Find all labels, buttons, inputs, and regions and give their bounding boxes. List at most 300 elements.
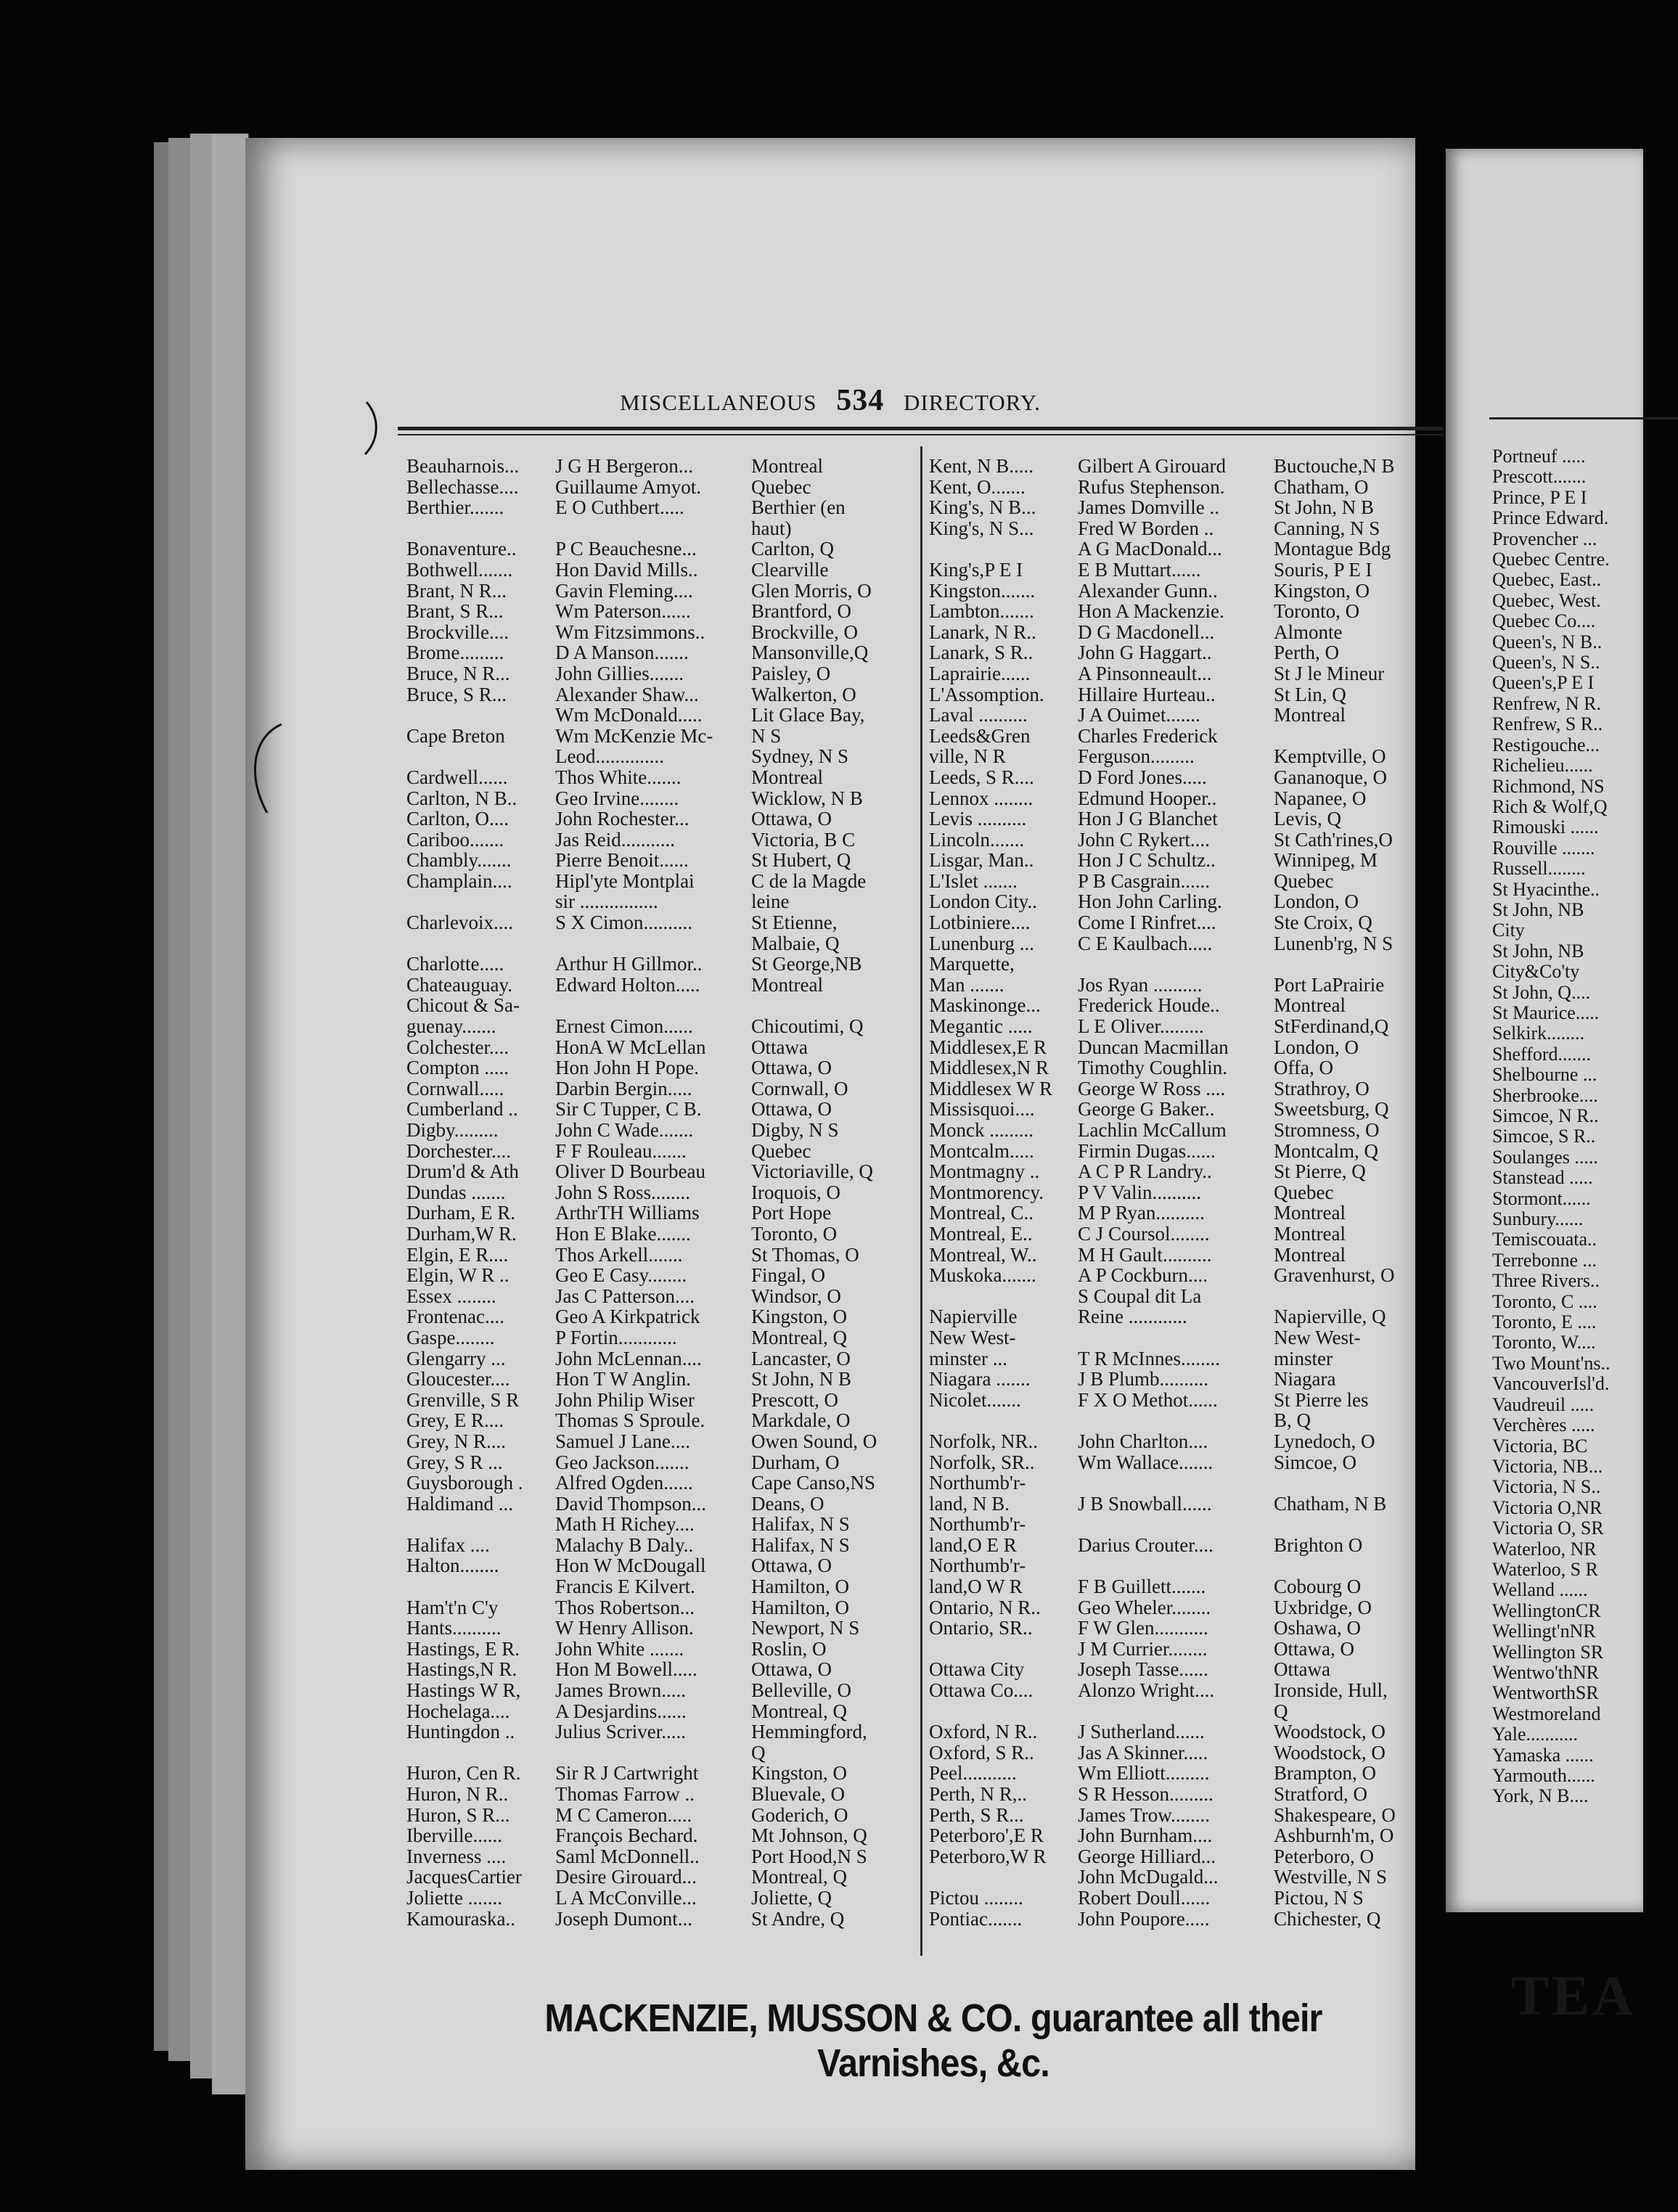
middle-column (929, 456, 1437, 1929)
constituency: Montmorency. (929, 1181, 1044, 1203)
member-name: Wm McDonald..... (555, 704, 703, 726)
directory-entry (929, 1099, 1437, 1120)
facing-column (1492, 446, 1641, 1807)
column-separator (920, 446, 922, 1956)
directory-entry (406, 1141, 914, 1162)
constituency: WellingtonCR (1492, 1599, 1601, 1621)
constituency: Quebec Centre. (1492, 549, 1610, 570)
directory-entry (1492, 591, 1641, 611)
directory-entry (929, 767, 1437, 788)
post-office: St Cath'rines,O (1274, 828, 1393, 851)
post-office: Digby, N S (751, 1119, 839, 1141)
directory-entry (929, 1182, 1437, 1203)
post-office: Souris, P E I (1274, 558, 1372, 581)
post-office: Toronto, O (751, 1222, 838, 1245)
directory-entry (406, 1431, 914, 1452)
member-name: A Desjardins...... (555, 1700, 687, 1722)
member-name: John Gillies....... (555, 662, 684, 684)
member-name: Frederick Houde.. (1078, 994, 1220, 1017)
directory-entry (1492, 1704, 1641, 1724)
directory-entry (406, 891, 914, 912)
constituency: Chambly....... (406, 849, 512, 872)
member-name: P V Valin.......... (1078, 1181, 1202, 1203)
constituency: L'Islet ....... (929, 869, 1018, 892)
post-office: Brampton, O (1274, 1762, 1376, 1785)
constituency: Renfrew, N R. (1492, 692, 1601, 714)
directory-entry (1492, 1601, 1641, 1621)
constituency: Inverness .... (406, 1845, 507, 1867)
post-office: St Pierre, Q (1274, 1160, 1366, 1183)
post-office: Quebec (751, 1139, 811, 1162)
directory-entry (929, 1576, 1437, 1597)
constituency: Perth, S R... (929, 1803, 1024, 1826)
member-name: Lachlin McCallum (1078, 1119, 1227, 1141)
member-name: John G Haggart.. (1078, 642, 1212, 664)
member-name (555, 933, 751, 954)
constituency: WentworthSR (1492, 1682, 1599, 1704)
constituency: Pontiac....... (929, 1907, 1023, 1930)
post-office: Montreal (751, 766, 823, 788)
directory-entry (929, 933, 1437, 954)
constituency: Stormont...... (1492, 1187, 1591, 1209)
post-office: Iroquois, O (751, 1181, 840, 1203)
member-name: Francis E Kilvert. (555, 1576, 695, 1598)
directory-entry (406, 1846, 914, 1867)
constituency (406, 1576, 555, 1597)
member-name: Malachy B Daly.. (555, 1533, 694, 1556)
directory-entry (929, 808, 1437, 830)
post-office: Malbaie, Q (751, 932, 840, 954)
member-name: James Brown..... (555, 1679, 686, 1702)
post-office: St Lin, Q (1274, 683, 1346, 705)
directory-entry (929, 663, 1437, 684)
member-name: Hon E Blake....... (555, 1222, 691, 1245)
post-office: Ashburnh'm, O (1274, 1824, 1394, 1847)
constituency: Toronto, W.... (1492, 1332, 1596, 1353)
member-name: Reine ............ (1078, 1306, 1187, 1328)
member-name: Robert Doull...... (1078, 1886, 1211, 1909)
directory-entry (1492, 529, 1641, 549)
directory-entry (1492, 900, 1641, 920)
constituency: St John, Q.... (1492, 981, 1591, 1003)
constituency (406, 518, 555, 539)
constituency: Grey, N R.... (406, 1430, 506, 1452)
post-office: Westville, N S (1274, 1866, 1388, 1888)
directory-entry (1492, 714, 1641, 734)
post-office: Shakespeare, O (1274, 1803, 1396, 1826)
header-rule-thin (398, 434, 1443, 435)
directory-entry (1492, 508, 1641, 528)
post-office: St John, N B (1274, 496, 1375, 519)
member-name: J M Currier........ (1078, 1637, 1208, 1660)
directory-entry (1492, 1395, 1641, 1415)
constituency: Restigouche... (1492, 734, 1600, 755)
constituency: Dundas ....... (406, 1181, 506, 1203)
member-name: Joseph Dumont... (555, 1907, 692, 1930)
directory-entry (1492, 1168, 1641, 1188)
constituency: Provencher ... (1492, 528, 1597, 549)
member-name: Wm Paterson...... (555, 600, 691, 623)
member-name: Wm Fitzsimmons.. (555, 620, 705, 643)
constituency: Huron, N R.. (406, 1783, 509, 1805)
directory-entry (406, 1763, 914, 1784)
member-name: F X O Methot...... (1078, 1388, 1218, 1411)
constituency: Carlton, O.... (406, 808, 509, 830)
constituency: Queen's,P E I (1492, 672, 1595, 694)
constituency: Richmond, NS (1492, 775, 1605, 797)
directory-entry (406, 497, 914, 518)
page-number: 534 (836, 384, 885, 417)
directory-entry (406, 477, 914, 498)
directory-entry (929, 1597, 1437, 1618)
post-office: Montreal (1274, 1202, 1346, 1224)
member-name: A G MacDonald... (1078, 538, 1222, 560)
member-name: Geo A Kirkpatrick (555, 1306, 700, 1328)
directory-entry (1492, 1663, 1641, 1683)
constituency: Marquette, (929, 953, 1015, 975)
post-office: Peterboro, O (1274, 1845, 1374, 1867)
member-name: Julius Scriver..... (555, 1721, 686, 1743)
constituency: City (1492, 919, 1525, 941)
directory-entry (406, 456, 914, 477)
member-name: Wm Wallace....... (1078, 1451, 1214, 1473)
constituency: Soulanges ..... (1492, 1146, 1598, 1168)
constituency (406, 933, 555, 954)
post-office (1274, 726, 1437, 747)
post-office: St Thomas, O (751, 1243, 859, 1266)
post-office: Montreal (1274, 704, 1346, 726)
directory-entry (1492, 570, 1641, 590)
directory-entry (406, 1057, 914, 1078)
post-office: St J le Mineur (1274, 662, 1385, 684)
constituency: Niagara ....... (929, 1368, 1031, 1390)
constituency: Ontario, SR.. (929, 1617, 1033, 1639)
post-office: Napanee, O (1274, 787, 1367, 809)
post-office: Chatham, N B (1274, 1492, 1387, 1515)
directory-entry (929, 1618, 1437, 1639)
post-office: Montreal, Q (751, 1866, 847, 1888)
member-name: Hon J G Blanchet (1078, 808, 1218, 830)
directory-entry (406, 912, 914, 933)
member-name: W Henry Allison. (555, 1617, 694, 1639)
directory-entry (929, 1701, 1437, 1722)
constituency: Montreal, C.. (929, 1202, 1034, 1224)
member-name: Thomas S Sproule. (555, 1409, 705, 1432)
member-name: Sir C Tupper, C B. (555, 1098, 702, 1121)
member-name: Thos White....... (555, 766, 682, 788)
constituency: land,O E R (929, 1533, 1017, 1556)
directory-entry (929, 1203, 1437, 1224)
post-office: St Hubert, Q (751, 849, 851, 872)
directory-entry (929, 871, 1437, 892)
post-office: Oshawa, O (1274, 1617, 1361, 1639)
constituency: Middlesex W R (929, 1077, 1053, 1099)
constituency: guenay....... (406, 1015, 496, 1038)
page-header (245, 383, 1415, 418)
directory-entry (1492, 1353, 1641, 1374)
post-office: minster (1274, 1347, 1333, 1369)
constituency: Ottawa City (929, 1658, 1025, 1681)
directory-entry (1492, 920, 1641, 941)
member-name: Oliver D Bourbeau (555, 1160, 705, 1183)
constituency: Champlain.... (406, 869, 512, 892)
post-office: Lit Glace Bay, (751, 704, 865, 726)
constituency: Grey, E R.... (406, 1409, 504, 1432)
constituency: Compton ..... (406, 1057, 509, 1079)
post-office: Ottawa, O (751, 1658, 832, 1681)
directory-entry (1492, 1580, 1641, 1600)
directory-entry (929, 1057, 1437, 1078)
constituency: Quebec, East.. (1492, 569, 1602, 591)
directory-entry (406, 995, 914, 1016)
post-office: Kingston, O (1274, 579, 1370, 602)
constituency: Halton........ (406, 1554, 499, 1577)
directory-entry (406, 1348, 914, 1369)
constituency: L'Assomption. (929, 683, 1044, 705)
constituency: Quebec, West. (1492, 589, 1601, 611)
directory-entry (929, 1535, 1437, 1556)
member-name: John McDugald... (1078, 1866, 1219, 1888)
constituency: Simcoe, N R.. (1492, 1105, 1599, 1126)
constituency: Middlesex,E R (929, 1036, 1047, 1058)
constituency: Muskoka....... (929, 1264, 1036, 1287)
member-name: Geo Irvine........ (555, 787, 679, 809)
constituency: Cariboo....... (406, 828, 504, 851)
member-name: Ernest Cimon...... (555, 1015, 693, 1038)
constituency: Joliette ....... (406, 1886, 502, 1909)
facing-header-rule (1489, 417, 1678, 419)
directory-entry (406, 1555, 914, 1576)
constituency: Leeds&Gren (929, 724, 1031, 747)
member-name: C E Kaulbach..... (1078, 932, 1213, 954)
directory-page (245, 138, 1415, 2170)
directory-entry (929, 1120, 1437, 1141)
constituency: Wellingt'nNR (1492, 1621, 1596, 1642)
member-name: A C P R Landry.. (1078, 1160, 1212, 1183)
member-name (555, 1742, 751, 1764)
constituency: Charlevoix.... (406, 912, 513, 934)
constituency: Kent, N B..... (929, 455, 1034, 477)
constituency: land, N B. (929, 1492, 1010, 1515)
constituency: Frontenac.... (406, 1306, 504, 1328)
directory-entry (929, 684, 1437, 705)
member-name: C J Coursol........ (1078, 1222, 1210, 1245)
member-name: Fred W Borden .. (1078, 517, 1214, 539)
post-office: Pictou, N S (1274, 1886, 1364, 1909)
member-name: Alexander Shaw... (555, 683, 699, 705)
post-office: Cape Canso,NS (751, 1472, 875, 1494)
directory-entry (1492, 632, 1641, 652)
directory-entry (406, 1369, 914, 1390)
member-name: Saml McDonnell.. (555, 1845, 700, 1867)
directory-entry (406, 663, 914, 684)
post-office: Simcoe, O (1274, 1451, 1356, 1473)
member-name: L E Oliver......... (1078, 1015, 1204, 1038)
constituency: Huron, Cen R. (406, 1762, 521, 1785)
post-office: Ottawa, O (751, 1554, 832, 1577)
directory-entry (406, 518, 914, 539)
constituency: Ontario, N R.. (929, 1596, 1041, 1618)
member-name (555, 995, 751, 1016)
post-office: Berthier (en (751, 496, 846, 519)
member-name: M P Ryan.......... (1078, 1202, 1205, 1224)
post-office: Lynedoch, O (1274, 1430, 1375, 1452)
post-office: Q (751, 1741, 766, 1764)
directory-entry (1492, 1086, 1641, 1106)
directory-entry (929, 1763, 1437, 1784)
member-name: S Coupal dit La (1078, 1285, 1202, 1307)
directory-entry (406, 1203, 914, 1224)
post-office: Perth, O (1274, 642, 1339, 664)
member-name: J G H Bergeron... (555, 455, 693, 477)
directory-entry (1492, 838, 1641, 859)
constituency: Victoria O, SR (1492, 1517, 1604, 1539)
directory-entry (929, 456, 1437, 477)
member-name: P B Casgrain...... (1078, 869, 1210, 892)
directory-entry (929, 1494, 1437, 1515)
directory-entry (929, 830, 1437, 851)
directory-entry (406, 684, 914, 705)
post-office: Ottawa, O (751, 1098, 832, 1121)
post-office: Kingston, O (751, 1306, 848, 1328)
constituency: Digby......... (406, 1119, 499, 1141)
member-name: John McLennan.... (555, 1347, 702, 1369)
post-office: Strathroy, O (1274, 1077, 1370, 1099)
constituency: Lennox ........ (929, 787, 1034, 809)
directory-entry (1492, 611, 1641, 631)
constituency: Brome......... (406, 642, 504, 664)
constituency: King's, N S... (929, 517, 1034, 539)
constituency: Prince Edward. (1492, 507, 1609, 529)
constituency: Durham, E R. (406, 1202, 515, 1224)
constituency: Berthier....... (406, 496, 504, 519)
directory-entry (929, 705, 1437, 726)
directory-entry (1492, 549, 1641, 570)
directory-entry (1492, 1683, 1641, 1703)
post-office: Lunenb'rg, N S (1274, 932, 1393, 954)
post-office: Montreal (751, 455, 823, 477)
member-name: Sir R J Cartwright (555, 1762, 699, 1785)
constituency (929, 1639, 1078, 1660)
post-office: Hamilton, O (751, 1596, 849, 1618)
constituency: Megantic ..... (929, 1015, 1033, 1038)
directory-entry (406, 808, 914, 830)
constituency: Lanark, S R.. (929, 642, 1034, 664)
post-office: Canning, N S (1274, 517, 1380, 539)
constituency: Northumb'r- (929, 1513, 1026, 1536)
post-office: Kemptville, O (1274, 745, 1386, 768)
directory-entry (406, 1825, 914, 1846)
member-name: S R Hesson......... (1078, 1783, 1214, 1805)
constituency: Verchères ..... (1492, 1414, 1595, 1436)
member-name: Gavin Fleming.... (555, 579, 693, 602)
constituency: Leeds, S R.... (929, 766, 1034, 788)
constituency: VancouverIsl'd. (1492, 1373, 1610, 1395)
directory-entry (929, 1680, 1437, 1701)
constituency: Victoria O,NR (1492, 1496, 1603, 1518)
constituency: Beauharnois... (406, 455, 520, 477)
constituency: Haldimand ... (406, 1492, 513, 1515)
directory-entry (1492, 1724, 1641, 1745)
directory-entry (929, 1286, 1437, 1307)
directory-entry (1492, 1271, 1641, 1291)
directory-entry (929, 1369, 1437, 1390)
directory-entry (1492, 797, 1641, 817)
constituency: Cape Breton (406, 724, 505, 747)
constituency (929, 538, 1078, 560)
constituency: London City.. (929, 890, 1038, 913)
member-name: Alexander Gunn.. (1078, 579, 1218, 602)
member-name: E B Muttart...... (1078, 558, 1201, 581)
post-office: Montreal, Q (751, 1700, 847, 1722)
directory-entry (406, 1306, 914, 1327)
constituency: Sherbrooke.... (1492, 1084, 1598, 1106)
facing-page (1446, 149, 1643, 2027)
directory-entry (406, 1286, 914, 1307)
member-name: Firmin Dugas...... (1078, 1139, 1216, 1162)
member-name: Math H Richey.... (555, 1513, 695, 1536)
member-name: Geo Jackson....... (555, 1451, 689, 1473)
post-office: Bluevale, O (751, 1783, 845, 1805)
directory-entry (406, 746, 914, 767)
directory-entry (406, 560, 914, 581)
post-office: Montreal, Q (751, 1326, 847, 1348)
constituency: Kingston....... (929, 579, 1036, 602)
post-office: Toronto, O (1274, 600, 1360, 623)
member-name: Charles Frederick (1078, 724, 1218, 747)
directory-entry (406, 767, 914, 788)
directory-entry (406, 1099, 914, 1120)
member-name: F F Rouleau....... (555, 1139, 687, 1162)
member-name: Hon A Mackenzie. (1078, 600, 1224, 623)
constituency: Wellington SR (1492, 1641, 1604, 1663)
member-name: Alonzo Wright.... (1078, 1679, 1215, 1702)
post-office: Gravenhurst, O (1274, 1264, 1395, 1287)
constituency: Yarmouth...... (1492, 1765, 1595, 1786)
directory-entry (1492, 1250, 1641, 1271)
post-office: New West- (1274, 1326, 1361, 1348)
member-name: Duncan Macmillan (1078, 1036, 1229, 1058)
post-office: St Etienne, (751, 912, 838, 934)
constituency: Hastings,N R. (406, 1658, 517, 1681)
post-office: Fingal, O (751, 1264, 826, 1287)
constituency: Levis .......... (929, 808, 1027, 830)
constituency: Pictou ........ (929, 1886, 1023, 1909)
post-office: Port Hope (751, 1202, 832, 1224)
member-name: Alfred Ogden...... (555, 1472, 693, 1494)
directory-entry (406, 726, 914, 747)
directory-entry (406, 1680, 914, 1701)
post-office: Gananoque, O (1274, 766, 1387, 788)
post-office (1274, 1514, 1437, 1535)
directory-entry (929, 1805, 1437, 1826)
constituency: Toronto, C .... (1492, 1290, 1597, 1312)
post-office: Stromness, O (1274, 1119, 1380, 1141)
directory-entry (406, 1494, 914, 1515)
constituency: Yale........... (1492, 1724, 1578, 1745)
post-office: Ottawa, O (751, 1057, 832, 1079)
directory-entry (406, 1037, 914, 1058)
post-office: Victoria, B C (751, 828, 856, 851)
member-name: James Trow........ (1078, 1803, 1211, 1826)
constituency: Norfolk, NR.. (929, 1430, 1038, 1452)
constituency: Vaudreuil ..... (1492, 1393, 1595, 1415)
constituency: Laval .......... (929, 704, 1028, 726)
directory-entry (406, 581, 914, 602)
directory-entry (929, 1721, 1437, 1742)
post-office: Buctouche,N B (1274, 455, 1395, 477)
constituency: Lanark, N R.. (929, 620, 1036, 643)
